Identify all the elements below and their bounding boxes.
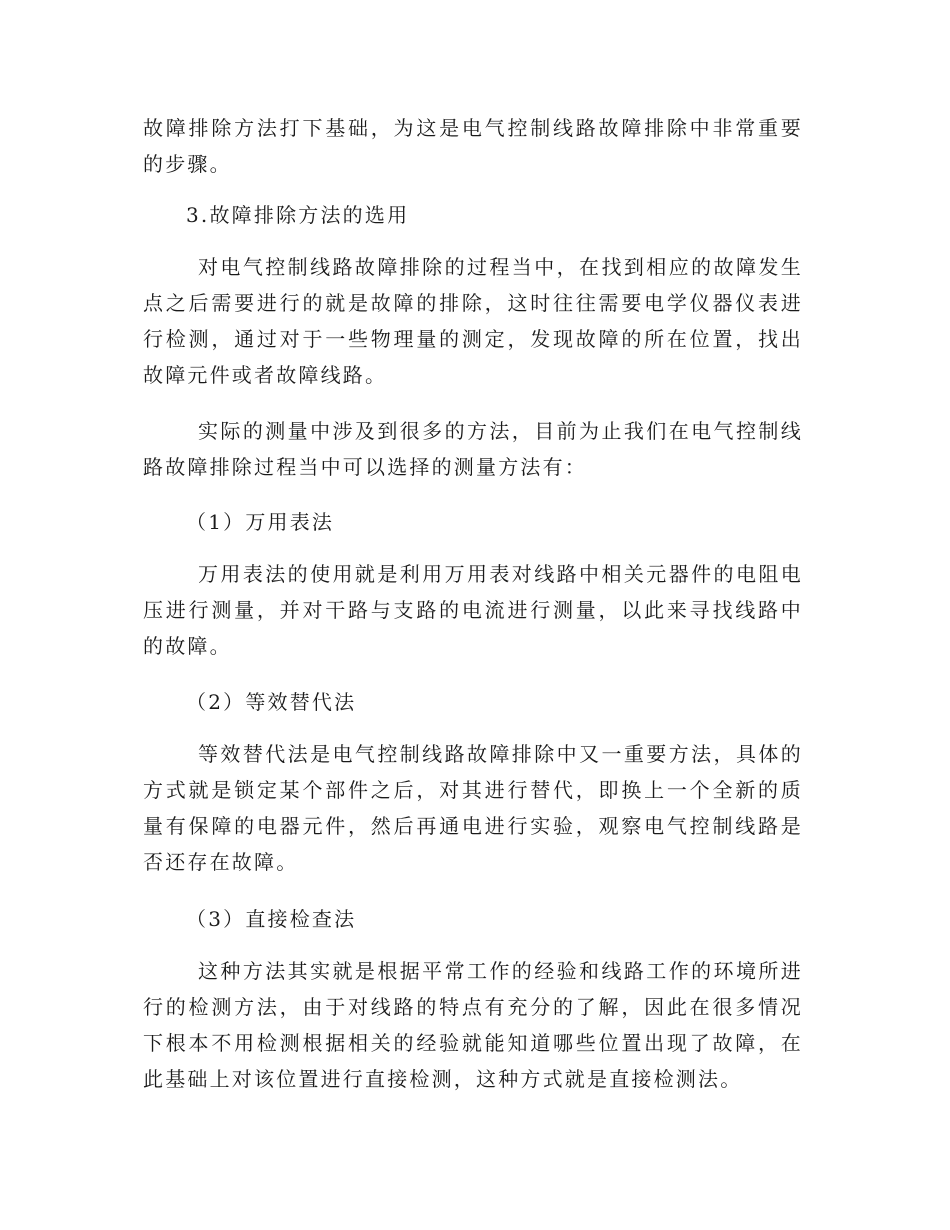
substitution-paragraph: 等效替代法是电气控制线路故障排除中又一重要方法，具体的方式就是锁定某个部件之后，对其进行替代，即换上一个全新的质量有保障的电器元件，然后再通电进行实验，观察电气控制线路是否还存在故障。	[143, 742, 803, 874]
subheading-substitution: （2）等效替代法	[186, 690, 357, 714]
direct-paragraph: 这种方法其实就是根据平常工作的经验和线路工作的环境所进行的检测方法，由于对线路的特点有充分的了解，因此在很多情况下根本不用检测根据相关的经验就能知道哪些位置出现了故障，在此基础上对该位置进行直接检测，这种方式就是直接检测法。	[143, 959, 803, 1091]
subheading-direct: （3）直接检查法	[186, 907, 357, 931]
multimeter-paragraph: 万用表法的使用就是利用万用表对线路中相关元器件的电阻电压进行测量，并对干路与支路的电流进行测量，以此来寻找线路中的故障。	[143, 562, 803, 658]
intro-paragraph: 对电气控制线路故障排除的过程当中，在找到相应的故障发生点之后需要进行的就是故障的排除，这时往往需要电学仪器仪表进行检测，通过对于一些物理量的测定，发现故障的所在位置，找出故障元件或者故障线路。	[143, 255, 803, 387]
section-heading: 3.故障排除方法的选用	[186, 203, 410, 227]
subheading-multimeter: （1）万用表法	[186, 510, 335, 534]
continued-paragraph: 故障排除方法打下基础，为这是电气控制线路故障排除中非常重要的步骤。	[143, 116, 803, 176]
methods-paragraph: 实际的测量中涉及到很多的方法，目前为止我们在电气控制线路故障排除过程当中可以选择的测量方法有：	[143, 419, 803, 479]
